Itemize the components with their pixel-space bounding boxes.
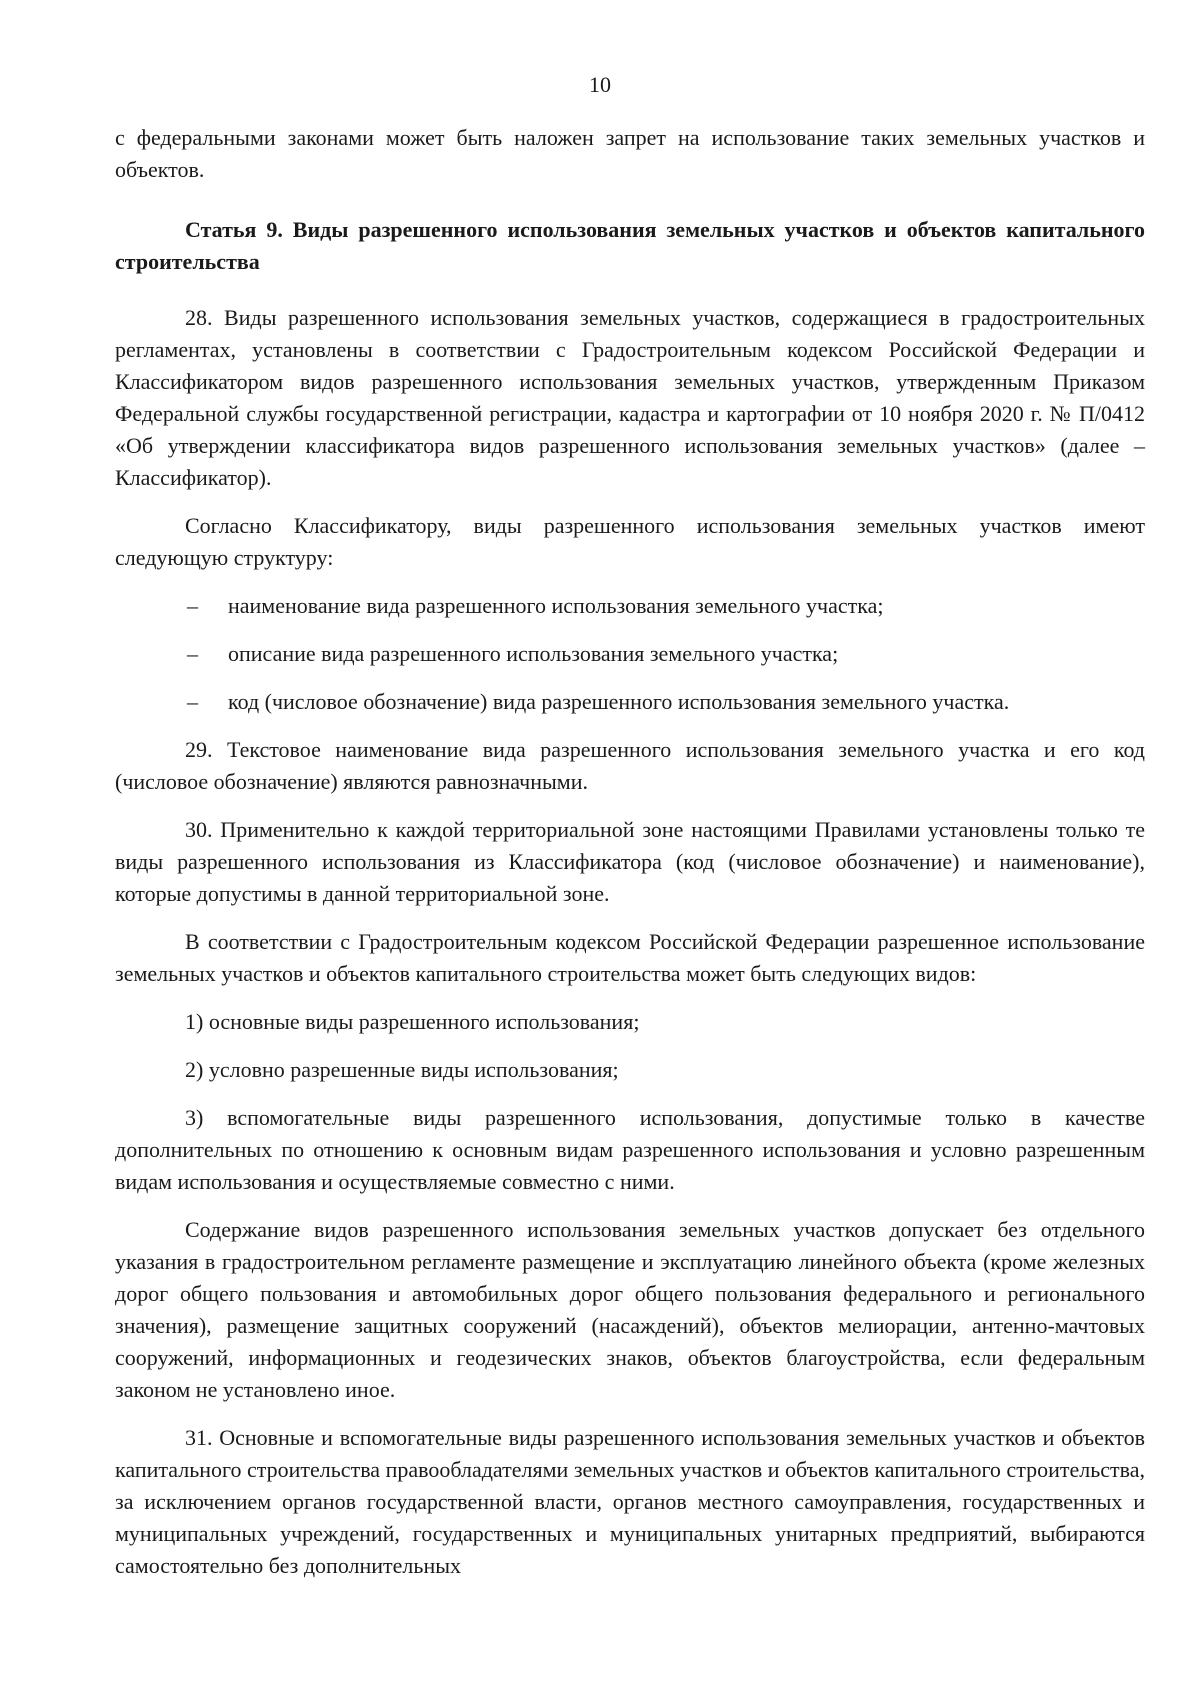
paragraph-accordance: В соответствии с Градостроительным кодексом Российской Федерации разрешенное использование земельных участков и объектов капитального строительства может быть следующих видов: [115,929,1145,986]
paragraph-29: 29. Текстовое наименование вида разрешенного использования земельного участка и его код (числовое обозначение) являются равнозначными. [115,737,1145,794]
continuation-paragraph: с федеральными законами может быть наложен запрет на использование таких земельных участков и объектов. [115,125,1145,182]
dash-marker: – [187,593,198,618]
list-item-text: описание вида разрешенного использования земельного участка; [228,641,839,666]
dash-marker: – [187,641,198,666]
article-heading: Статья 9. Виды разрешенного использования земельных участков и объектов капитального строительства [115,217,1145,274]
list-item [115,686,1145,718]
paragraph-structure: Согласно Классификатору, виды разрешенного использования земельных участков имеют следующую структуру: [115,513,1145,570]
list-item [115,638,1145,670]
dash-marker: – [187,689,198,714]
numbered-item-1: 1) основные виды разрешенного использования; [185,1009,640,1034]
list-item [115,590,1145,622]
numbered-item-3: 3) вспомогательные виды разрешенного использования, допустимые только в качестве дополнительных по отношению к основным видам разрешенного использования и условно разрешенным видам использования и осуществляемые совместно с ними. [115,1105,1145,1194]
paragraph-content: Содержание видов разрешенного использования земельных участков допускает без отдельного указания в градостроительном регламенте размещение и эксплуатацию линейного объекта (кроме железных дорог общего пользования и автомобильных дорог общего пользования федерального и регионального значения), размещение защитных сооружений (насаждений), объектов мелиорации, антенно-мачтовых сооружений, информационных и геодезических знаков, объектов благоустройства, если федеральным законом не установлено иное. [115,1217,1145,1402]
document-body [115,122,1145,1598]
page-number: 10 [589,72,611,97]
paragraph-28: 28. Виды разрешенного использования земельных участков, содержащиеся в градостроительных регламентах, установлены в соответствии с Градостроительным кодексом Российской Федерации и Классификатором видов разрешенного использования земельных участков, утвержденным Приказом Федеральной службы государственной регистрации, кадастра и картографии от 10 ноября 2020 г. № П/0412 «Об утверждении классификатора видов разрешенного использования земельных участков» (далее – Классификатор). [115,305,1145,490]
list-item-text: код (числовое обозначение) вида разрешенного использования земельного участка. [228,689,1010,714]
numbered-item-2: 2) условно разрешенные виды использования; [185,1057,619,1082]
paragraph-30: 30. Применительно к каждой территориальной зоне настоящими Правилами установлены только те виды разрешенного использования из Классификатора (код (числовое обозначение) и наименование), которые допустимы в данной территориальной зоне. [115,817,1145,906]
list-item-text: наименование вида разрешенного использования земельного участка; [228,593,884,618]
paragraph-31: 31. Основные и вспомогательные виды разрешенного использования земельных участков и объектов капитального строительства правообладателями земельных участков и объектов капитального строительства, за исключением органов государственной власти, органов местного самоуправления, государственных и муниципальных учреждений, государственных и муниципальных унитарных предприятий, выбираются самостоятельно без дополнительных [115,1425,1145,1578]
